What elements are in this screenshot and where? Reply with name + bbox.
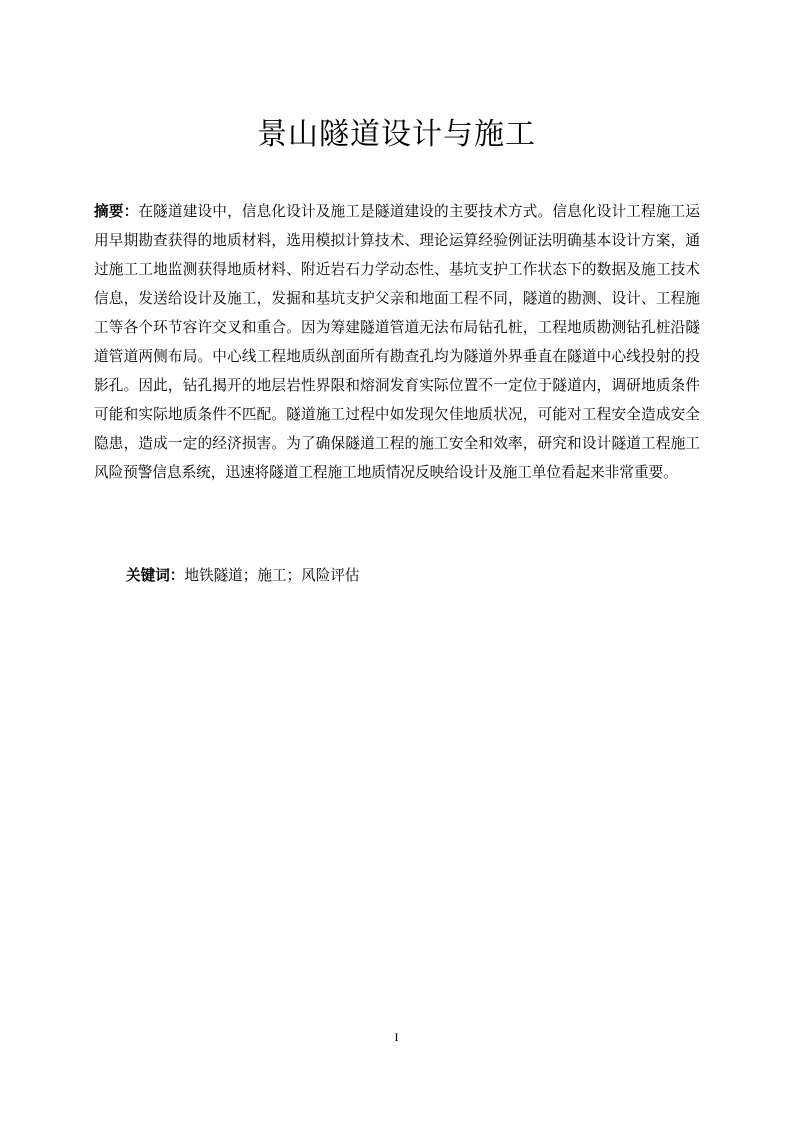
keywords-text: 地铁隧道；施工；风险评估 xyxy=(184,567,360,584)
abstract-label: 摘要： xyxy=(94,203,139,220)
abstract-text: 在隧道建设中，信息化设计及施工是隧道建设的主要技术方式。信息化设计工程施工运用早期勘查获得的地质材料，选用模拟计算技术、理论运算经验例证法明确基本设计方案，通过施工工地监测获得地质材料、附近岩石力学动态性、基坑支护工作状态下的数据及施工技术信息，发送给设计及施工，发掘和基坑支护父亲和地面工程不同，隧道的勘测、设计、工程施工等各个环节容许交叉和重合。因为筹建隧道管道无法布局钻孔桩，工程地质勘测钻孔桩沿隧道管道两侧布局。中心线工程地质纵剖面所有勘查孔均为隧道外界垂直在隧道中心线投射的投影孔。因此，钻孔揭开的地层岩性界限和熔洞发育实际位置不一定位于隧道内，调研地质条件可能和实际地质条件不匹配。隧道施工过程中如发现欠佳地质状况，可能对工程安全造成安全隐患，造成一定的经济损害。为了确保隧道工程的施工安全和效率，研究和设计隧道工程施工风险预警信息系统，迅速将隧道工程施工地质情况反映给设计及施工单位看起来非常重要。 xyxy=(94,203,700,481)
page-number: I xyxy=(394,1030,399,1044)
keywords-label: 关键词： xyxy=(126,567,185,584)
document-title: 景山隧道设计与施工 xyxy=(257,117,536,152)
keywords-line xyxy=(126,561,686,590)
abstract-paragraph xyxy=(94,197,700,487)
